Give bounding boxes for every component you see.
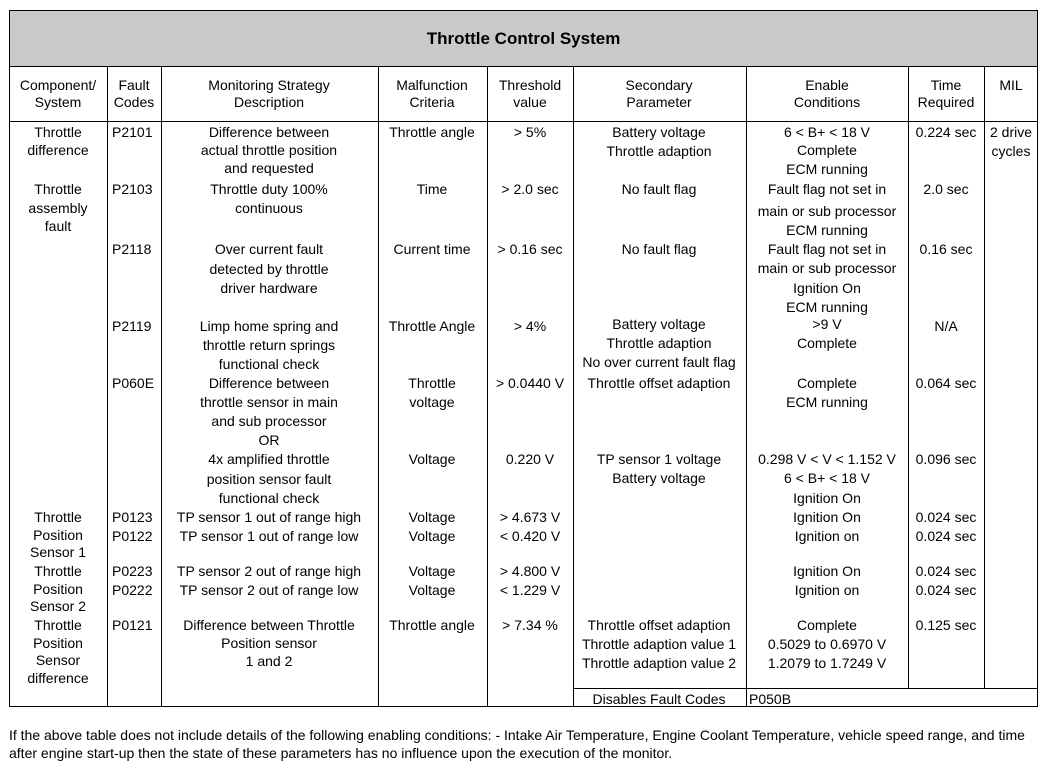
mil-text: cycles bbox=[991, 142, 1031, 159]
header-malfunction: Malfunction bbox=[396, 77, 468, 93]
malfunction-text: Current time bbox=[393, 241, 471, 257]
threshold-value: > 2.0 sec bbox=[501, 181, 559, 197]
threshold-value: > 7.34 % bbox=[502, 617, 558, 633]
enable-condition: >9 V bbox=[812, 316, 842, 332]
malfunction-text: Throttle Angle bbox=[388, 318, 476, 334]
secondary-parameter: No over current fault flag bbox=[582, 354, 736, 370]
strategy-text: OR bbox=[258, 432, 280, 448]
threshold-value: > 4% bbox=[513, 318, 547, 334]
component-name: Sensor 1 bbox=[29, 544, 87, 560]
column-divider bbox=[487, 66, 488, 707]
header-time: Required bbox=[917, 94, 975, 110]
disables-row-divider bbox=[573, 688, 1038, 689]
threshold-value: > 5% bbox=[513, 124, 547, 140]
component-name: fault bbox=[44, 218, 72, 234]
fault-code: P0123 bbox=[112, 509, 153, 525]
strategy-text: Position sensor bbox=[221, 635, 317, 651]
enable-condition: Ignition On bbox=[793, 563, 861, 579]
component-name: Throttle bbox=[34, 124, 82, 140]
strategy-text: Difference between bbox=[208, 124, 330, 140]
malfunction-text: Throttle angle bbox=[389, 617, 475, 633]
malfunction-text: Throttle angle bbox=[389, 124, 475, 140]
strategy-text: Difference between bbox=[208, 375, 330, 391]
component-name: Throttle bbox=[34, 181, 82, 197]
strategy-text: actual throttle position bbox=[200, 142, 338, 158]
component-name: Position bbox=[33, 580, 83, 597]
secondary-parameter: Battery voltage bbox=[612, 316, 706, 332]
secondary-parameter: Throttle adaption bbox=[606, 335, 712, 351]
threshold-value: < 1.229 V bbox=[499, 582, 561, 598]
column-divider bbox=[107, 66, 108, 707]
strategy-text: TP sensor 1 out of range high bbox=[176, 509, 362, 525]
threshold-value: > 0.16 sec bbox=[497, 241, 563, 257]
column-divider bbox=[161, 66, 162, 707]
malfunction-text: Time bbox=[416, 181, 448, 197]
enable-condition: Complete bbox=[797, 375, 857, 391]
enable-condition: Fault flag not set in bbox=[767, 181, 887, 197]
throttle-control-table bbox=[9, 10, 1038, 707]
time-required: 0.024 sec bbox=[915, 563, 977, 579]
time-required: 0.16 sec bbox=[919, 241, 973, 257]
enable-condition: Ignition on bbox=[794, 528, 860, 544]
secondary-parameter: TP sensor 1 voltage bbox=[596, 451, 722, 467]
malfunction-text: Voltage bbox=[408, 528, 456, 544]
header-divider bbox=[9, 121, 1038, 122]
component-name: Sensor bbox=[35, 652, 81, 668]
enable-condition: 1.2079 to 1.7249 V bbox=[767, 655, 887, 671]
component-name: Sensor 2 bbox=[29, 598, 87, 614]
strategy-text: continuous bbox=[235, 200, 303, 216]
enable-condition: Complete bbox=[797, 617, 857, 633]
fault-code: P2101 bbox=[112, 124, 153, 140]
time-required: 0.024 sec bbox=[915, 528, 977, 544]
secondary-parameter: Throttle adaption bbox=[606, 142, 712, 159]
strategy-text: TP sensor 1 out of range low bbox=[179, 528, 359, 544]
time-required: 2.0 sec bbox=[923, 181, 969, 197]
header-strategy: Monitoring Strategy bbox=[208, 77, 330, 93]
strategy-text: TP sensor 2 out of range low bbox=[179, 582, 359, 598]
strategy-text: driver hardware bbox=[220, 280, 318, 296]
time-required: 0.024 sec bbox=[915, 582, 977, 598]
strategy-text: position sensor fault bbox=[206, 470, 332, 487]
malfunction-text: Voltage bbox=[408, 451, 456, 467]
secondary-parameter: No fault flag bbox=[621, 241, 697, 257]
column-divider bbox=[573, 66, 574, 707]
enable-condition: 0.298 V < V < 1.152 V bbox=[758, 451, 896, 467]
secondary-parameter: Battery voltage bbox=[612, 124, 706, 140]
strategy-text: and sub processor bbox=[211, 413, 327, 429]
enable-condition: Complete bbox=[797, 142, 857, 158]
enable-condition: Ignition On bbox=[793, 509, 861, 525]
component-name: difference bbox=[27, 141, 89, 158]
column-divider bbox=[378, 66, 379, 707]
enable-condition: Complete bbox=[797, 335, 857, 351]
malfunction-text: Throttle bbox=[408, 375, 456, 391]
component-name: assembly bbox=[28, 199, 88, 216]
fault-code: P0121 bbox=[112, 617, 153, 633]
header-component: System bbox=[34, 94, 82, 110]
time-required: 0.096 sec bbox=[915, 451, 977, 467]
header-fault: Fault bbox=[118, 77, 150, 93]
footnote: If the above table does not include details of the following enabling conditions: - Intake Air Temperature, Engine Coolant Temperature, vehicle speed range, and time after engine start-up then the state of these parameters has no influence upon the execution of the monitor. bbox=[9, 727, 1025, 761]
disables-fault-codes-label: Disables Fault Codes bbox=[592, 691, 726, 707]
strategy-text: Difference between Throttle bbox=[183, 617, 355, 633]
header-threshold: value bbox=[513, 94, 547, 110]
threshold-value: 0.220 V bbox=[505, 451, 555, 467]
enable-condition: Fault flag not set in bbox=[767, 241, 887, 257]
enable-condition: 6 < B+ < 18 V bbox=[783, 124, 871, 140]
time-required: 0.125 sec bbox=[915, 617, 977, 633]
component-name: Throttle bbox=[34, 563, 82, 579]
enable-condition: 6 < B+ < 18 V bbox=[783, 470, 871, 486]
malfunction-text: voltage bbox=[409, 393, 455, 410]
strategy-text: and requested bbox=[224, 160, 314, 176]
header-mil: MIL bbox=[999, 77, 1023, 93]
fault-code: P2118 bbox=[112, 241, 152, 257]
strategy-text: Over current fault bbox=[214, 241, 324, 257]
time-required: 0.224 sec bbox=[915, 124, 977, 140]
column-divider bbox=[746, 66, 747, 707]
mil-text: 2 drive bbox=[989, 124, 1033, 140]
secondary-parameter: Throttle adaption value 1 bbox=[581, 636, 737, 652]
column-divider bbox=[908, 66, 909, 688]
component-name: Position bbox=[33, 634, 83, 651]
malfunction-text: Voltage bbox=[408, 509, 456, 525]
threshold-value: > 4.673 V bbox=[499, 509, 561, 525]
secondary-parameter: Battery voltage bbox=[612, 470, 706, 486]
disables-fault-codes-value: P050B bbox=[749, 691, 792, 707]
threshold-value: > 0.0440 V bbox=[495, 375, 565, 391]
strategy-text: Throttle duty 100% bbox=[210, 181, 328, 197]
header-component: Component/ bbox=[19, 77, 97, 93]
component-name: Throttle bbox=[34, 509, 82, 525]
fault-code: P0122 bbox=[112, 528, 153, 544]
secondary-parameter: Throttle offset adaption bbox=[587, 617, 731, 633]
header-threshold: Threshold bbox=[498, 77, 562, 93]
strategy-text: TP sensor 2 out of range high bbox=[176, 563, 362, 579]
malfunction-text: Voltage bbox=[408, 582, 456, 598]
component-name: Position bbox=[33, 526, 83, 543]
strategy-text: functional check bbox=[218, 356, 320, 372]
fault-code: P0222 bbox=[112, 582, 153, 598]
enable-condition: ECM running bbox=[786, 299, 868, 315]
malfunction-text: Voltage bbox=[408, 563, 456, 579]
table-title: Throttle Control System bbox=[426, 29, 621, 48]
time-required: 0.064 sec bbox=[915, 375, 977, 391]
fault-code: P0223 bbox=[112, 563, 153, 579]
threshold-value: < 0.420 V bbox=[499, 528, 561, 544]
enable-condition: ECM running bbox=[786, 394, 868, 410]
component-name: Throttle bbox=[34, 617, 82, 633]
secondary-parameter: Throttle offset adaption bbox=[587, 375, 731, 391]
time-required: N/A bbox=[934, 318, 958, 334]
column-divider bbox=[984, 66, 985, 688]
enable-condition: Ignition On bbox=[793, 280, 861, 296]
header-fault: Codes bbox=[113, 94, 155, 110]
header-enable: Conditions bbox=[793, 94, 861, 110]
strategy-text: Limp home spring and bbox=[199, 318, 339, 334]
fault-code: P060E bbox=[112, 375, 155, 391]
enable-condition: ECM running bbox=[786, 222, 868, 238]
header-time: Time bbox=[930, 77, 962, 93]
fault-code: P2119 bbox=[112, 318, 152, 334]
strategy-text: throttle sensor in main bbox=[200, 394, 338, 410]
enable-condition: main or sub processor bbox=[757, 203, 897, 219]
component-name: difference bbox=[27, 669, 89, 686]
header-secondary: Secondary bbox=[625, 77, 693, 93]
enable-condition: main or sub processor bbox=[757, 260, 897, 276]
enable-condition: Ignition on bbox=[794, 582, 860, 598]
strategy-text: 4x amplified throttle bbox=[208, 451, 330, 467]
table-title-bar bbox=[10, 11, 1037, 67]
header-strategy: Description bbox=[233, 94, 305, 110]
enable-condition: 0.5029 to 0.6970 V bbox=[767, 636, 887, 652]
strategy-text: throttle return springs bbox=[202, 337, 336, 353]
fault-code: P2103 bbox=[112, 181, 153, 197]
threshold-value: > 4.800 V bbox=[499, 563, 561, 579]
secondary-parameter: No fault flag bbox=[621, 181, 697, 197]
strategy-text: 1 and 2 bbox=[245, 653, 293, 669]
header-malfunction: Criteria bbox=[409, 94, 455, 110]
time-required: 0.024 sec bbox=[915, 509, 977, 525]
secondary-parameter: Throttle adaption value 2 bbox=[581, 655, 737, 671]
enable-condition: Ignition On bbox=[793, 490, 861, 506]
strategy-text: detected by throttle bbox=[209, 260, 329, 277]
enable-condition: ECM running bbox=[786, 161, 868, 177]
header-enable: Enable bbox=[805, 77, 849, 93]
strategy-text: functional check bbox=[218, 490, 320, 506]
header-secondary: Parameter bbox=[626, 94, 692, 110]
